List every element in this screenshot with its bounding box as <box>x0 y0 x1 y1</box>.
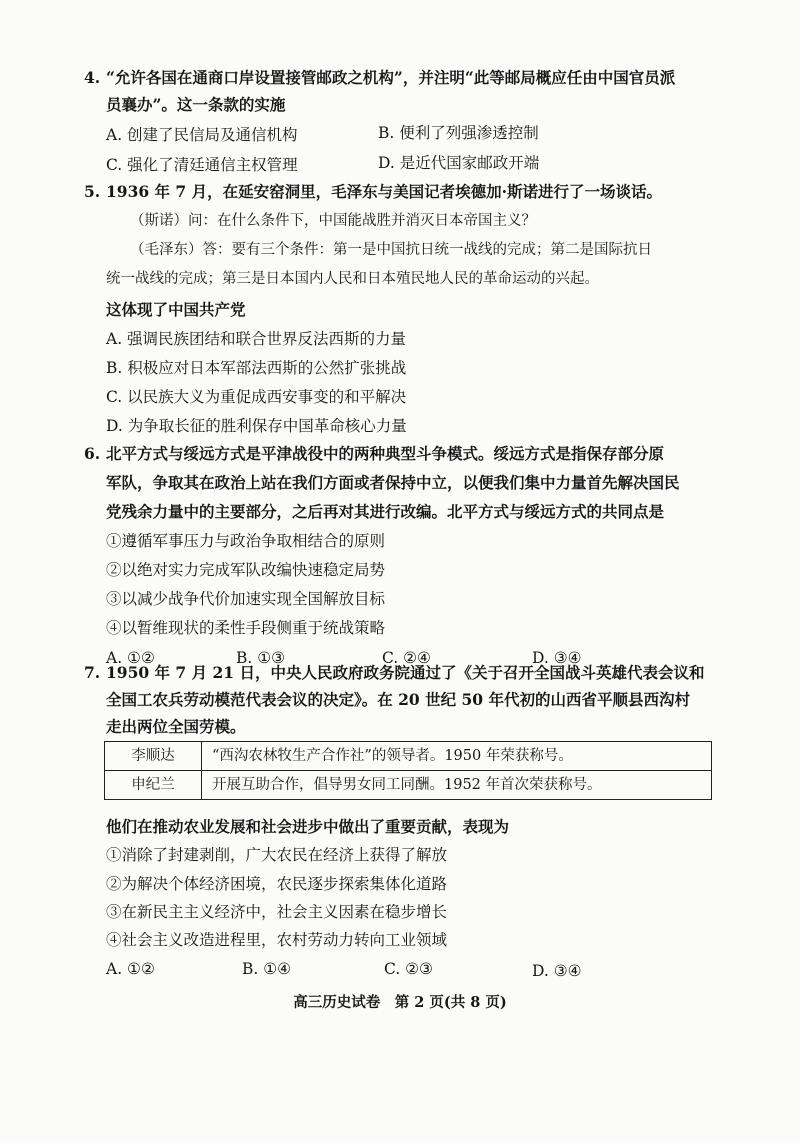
option-d: D. ③④ <box>532 962 582 980</box>
statement-item: ③在新民主主义经济中，社会主义因素在稳步增长 <box>106 903 448 921</box>
option-a: A. ①② <box>106 649 155 667</box>
dialogue-line: （斯诺）问：在什么条件下，中国能战胜并消灭日本帝国主义？ <box>130 213 536 229</box>
option-d: D. 是近代国家邮政开端 <box>378 154 540 172</box>
page-footer: 高三历史试卷 第 2 页(共 8 页) <box>293 994 507 1011</box>
question-stem-line: 军队，争取其在政治上站在我们方面或者保持中立，以便我们集中力量首先解决国民 <box>106 473 680 492</box>
statement-item: ②为解决个体经济困境，农民逐步探索集体化道路 <box>106 875 448 893</box>
option-d: D. 为争取长征的胜利保存中国革命核心力量 <box>106 417 407 435</box>
table-row <box>105 742 712 771</box>
question-stem-line: “允许各国在通商口岸设置接管邮政之机构”，并注明“此等邮局概应任由中国官员派 <box>106 68 676 87</box>
model-description: 开展互助合作，倡导男女同工同酬。1952 年首次荣获称号。 <box>202 771 712 800</box>
dialogue-line: 统一战线的完成；第三是日本国内人民和日本殖民地人民的革命运动的兴起。 <box>106 271 599 287</box>
statement-item: ①消除了封建剥削，广大农民在经济上获得了解放 <box>106 846 448 864</box>
statement-item: ③以减少战争代价加速实现全国解放目标 <box>106 590 386 608</box>
dialogue-line: （毛泽东）答：要有三个条件：第一是中国抗日统一战线的完成；第二是国际抗日 <box>130 242 652 258</box>
question-stem-line: 走出两位全国劳模。 <box>106 717 246 736</box>
table-row <box>105 771 712 800</box>
statement-item: ②以绝对实力完成军队改编快速稳定局势 <box>106 561 386 579</box>
question-stem-line: 1950 年 7 月 21 日，中央人民政府政务院通过了《关于召开全国战斗英雄代表会议和 <box>106 663 705 682</box>
question-stem-line: 他们在推动农业发展和社会进步中做出了重要贡献，表现为 <box>106 817 510 836</box>
question-stem-line: 全国工农兵劳动模范代表会议的决定》。在 20 世纪 50 年代初的山西省平顺县西沟村 <box>106 690 690 709</box>
statement-item: ④社会主义改造进程里，农村劳动力转向工业领域 <box>106 931 448 949</box>
question-number: 7. <box>84 663 101 682</box>
option-c: C. ②③ <box>384 960 433 978</box>
option-b: B. 积极应对日本军部法西斯的公然扩张挑战 <box>106 359 407 377</box>
question-number: 6. <box>84 444 101 463</box>
question-stem-line: 这体现了中国共产党 <box>106 300 246 319</box>
question-number: 5. <box>84 182 101 201</box>
option-c: C. 以民族大义为重促成西安事变的和平解决 <box>106 388 407 406</box>
question-number: 4. <box>84 68 101 87</box>
option-c: C. 强化了清廷通信主权管理 <box>106 156 298 174</box>
option-a: A. 强调民族团结和联合世界反法西斯的力量 <box>106 330 407 348</box>
option-b: B. ①③ <box>236 649 286 667</box>
option-c: C. ②④ <box>382 649 431 667</box>
question-stem-line: 党残余力量中的主要部分，之后再对其进行改编。北平方式与绥远方式的共同点是 <box>106 502 665 521</box>
model-name: 申纪兰 <box>105 771 202 800</box>
question-stem-line: 员襄办”。这一条款的实施 <box>106 95 286 114</box>
statement-item: ①遵循军事压力与政治争取相结合的原则 <box>106 532 386 550</box>
model-name: 李顺达 <box>105 742 202 771</box>
statement-item: ④以暂维现状的柔性手段侧重于统战策略 <box>106 619 386 637</box>
option-b: B. 便利了列强渗透控制 <box>378 124 539 142</box>
option-b: B. ①④ <box>242 960 292 978</box>
question-stem-line: 北平方式与绥远方式是平津战役中的两种典型斗争模式。绥远方式是指保存部分原 <box>106 444 665 463</box>
option-a: A. 创建了民信局及通信机构 <box>106 126 298 144</box>
option-a: A. ①② <box>106 960 155 978</box>
labor-model-table <box>104 741 712 800</box>
option-d: D. ③④ <box>532 649 582 667</box>
question-stem-line: 1936 年 7 月，在延安窑洞里，毛泽东与美国记者埃德加·斯诺进行了一场谈话。 <box>106 182 663 201</box>
model-description: “西沟农林牧生产合作社”的领导者。1950 年荣获称号。 <box>202 742 712 771</box>
